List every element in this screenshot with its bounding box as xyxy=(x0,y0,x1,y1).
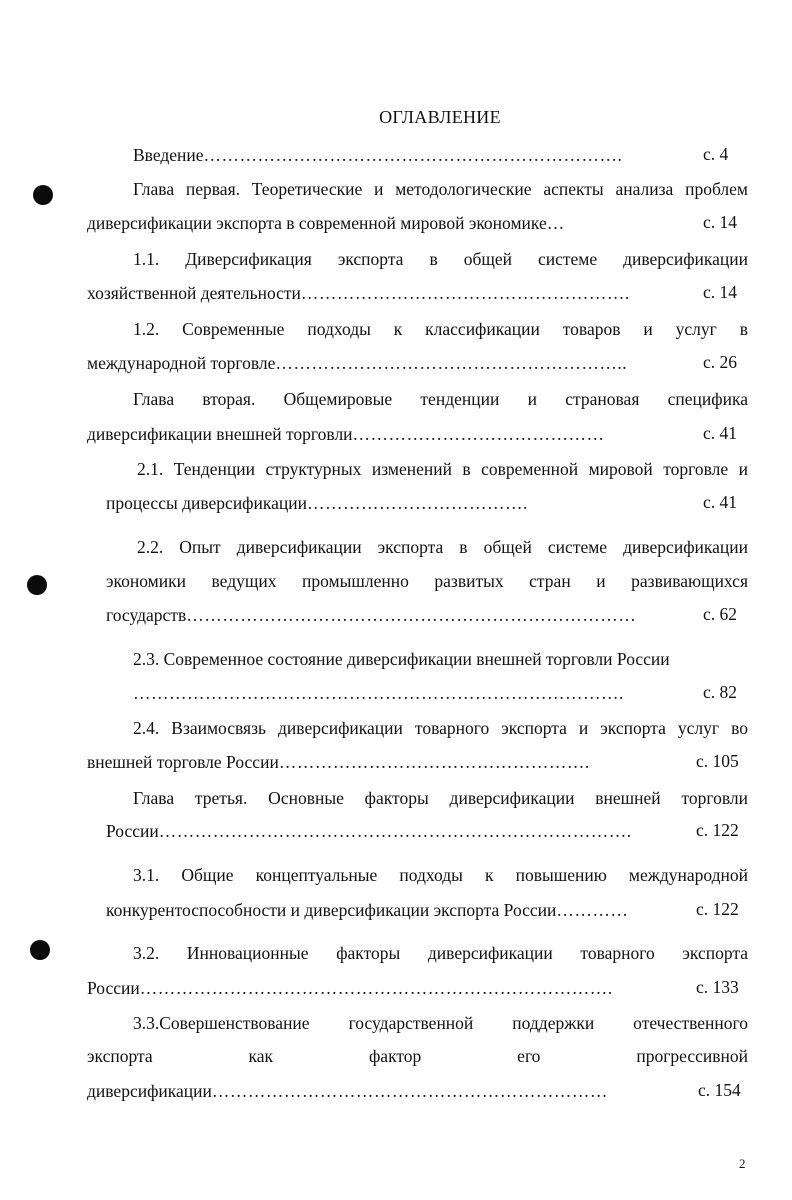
toc-s31-line2[interactable] xyxy=(106,899,628,921)
toc-s11-line2[interactable] xyxy=(87,282,630,304)
toc-s24-page: с. 105 xyxy=(696,751,739,771)
toc-s11-text: хозяйственной деятельности xyxy=(87,283,301,303)
toc-s22-line3[interactable] xyxy=(106,604,636,626)
toc-ch2-text: диверсификации внешней торговли xyxy=(87,424,353,444)
toc-intro-page: с. 4 xyxy=(703,144,729,164)
toc-s24-text: внешней торговле России xyxy=(87,752,279,772)
toc-ch1-page: с. 14 xyxy=(703,212,738,232)
page-title: ОГЛАВЛЕНИЕ xyxy=(379,107,501,127)
toc-s12-line2[interactable] xyxy=(87,352,627,374)
toc-s21-text: процессы диверсификации xyxy=(106,493,307,513)
toc-s22-page: с. 62 xyxy=(703,604,738,624)
toc-leader-dots: …………………………………… xyxy=(352,424,605,444)
toc-intro-text: Введение xyxy=(133,145,204,165)
toc-leader-dots: ………………………………………………. xyxy=(300,283,630,303)
toc-s33-line2[interactable]: экспорта как фактор его прогрессивной xyxy=(87,1046,748,1066)
toc-leader-dots: ………………………………. xyxy=(307,493,528,513)
toc-s31-page: с. 122 xyxy=(696,899,739,919)
toc-ch1-line1[interactable]: Глава первая. Теоретические и методологические аспекты анализа проблем xyxy=(133,179,748,199)
page-number: 2 xyxy=(739,1156,746,1171)
toc-s33-line3[interactable] xyxy=(87,1080,608,1102)
toc-s33-page: с. 154 xyxy=(698,1080,741,1100)
toc-s32-text: России xyxy=(87,978,140,998)
toc-s12-page: с. 26 xyxy=(703,352,738,372)
toc-ch3-line2[interactable] xyxy=(106,820,632,842)
toc-leader-dots: ……………………………………………. xyxy=(278,752,590,772)
toc-s21-page: с. 41 xyxy=(703,492,738,512)
toc-ch1-line2[interactable]: диверсификации экспорта в современной мировой экономике… xyxy=(87,213,565,233)
toc-ch3-text: России xyxy=(106,821,159,841)
toc-s12-text: международной торговле xyxy=(87,353,276,373)
toc-s22-text: государств xyxy=(106,605,187,625)
toc-leader-dots: ………………………………………………………… xyxy=(211,1081,608,1101)
toc-ch2-page: с. 41 xyxy=(703,423,738,443)
toc-leader-dots: ……………………………………………………………. xyxy=(203,145,623,165)
toc-s22-line1[interactable]: 2.2. Опыт диверсификации экспорта в общей системе диверсификации xyxy=(137,537,748,557)
toc-s33-text: диверсификации xyxy=(87,1081,212,1101)
punch-hole-2 xyxy=(27,575,47,595)
toc-s24-line1[interactable]: 2.4. Взаимосвязь диверсификации товарного экспорта и экспорта услуг во xyxy=(133,718,748,738)
toc-intro[interactable] xyxy=(133,144,622,166)
toc-ch2-line1[interactable]: Глава вторая. Общемировые тенденции и страновая специфика xyxy=(133,389,748,409)
toc-s21-line1[interactable]: 2.1. Тенденции структурных изменений в современной мировой торговле и xyxy=(137,459,748,479)
toc-s11-line1[interactable]: 1.1. Диверсификация экспорта в общей системе диверсификации xyxy=(133,249,748,269)
toc-s31-line1[interactable]: 3.1. Общие концептуальные подходы к повышению международной xyxy=(133,865,748,885)
toc-s31-text: конкурентоспособности и диверсификации экспорта России xyxy=(106,900,557,920)
toc-s23-page: с. 82 xyxy=(703,682,738,702)
toc-s32-line1[interactable]: 3.2. Инновационные факторы диверсификации товарного экспорта xyxy=(133,943,748,963)
toc-s32-line2[interactable] xyxy=(87,977,613,999)
toc-leader-dots: ……………………………………………………………………. xyxy=(139,978,613,998)
toc-ch2-line2[interactable] xyxy=(87,423,605,445)
toc-ch3-line1[interactable]: Глава третья. Основные факторы диверсификации внешней торговли xyxy=(133,788,748,808)
toc-leader-dots: ……………………………………………………………………. xyxy=(158,821,632,841)
toc-leader-dots: ………………………………………………….. xyxy=(275,353,628,373)
toc-s22-line2[interactable]: экономики ведущих промышленно развитых стран и развивающихся xyxy=(106,571,748,591)
toc-s12-line1[interactable]: 1.2. Современные подходы к классификации товаров и услуг в xyxy=(133,319,748,339)
toc-s33-line1[interactable]: 3.3.Совершенствование государственной поддержки отечественного xyxy=(133,1013,748,1033)
toc-s21-line2[interactable] xyxy=(106,492,528,514)
toc-s32-page: с. 133 xyxy=(696,977,739,997)
toc-s11-page: с. 14 xyxy=(703,282,738,302)
toc-s23-line1[interactable]: 2.3. Современное состояние диверсификации внешней торговли России xyxy=(133,649,670,669)
toc-ch3-page: с. 122 xyxy=(696,820,739,840)
toc-leader-dots: ………… xyxy=(556,900,629,920)
toc-s23-dots: ………………………………………………………………………. xyxy=(133,683,624,703)
punch-hole-3 xyxy=(30,940,50,960)
toc-leader-dots: ………………………………………………………………… xyxy=(186,605,637,625)
toc-s24-line2[interactable] xyxy=(87,751,590,773)
punch-hole-1 xyxy=(33,185,53,205)
